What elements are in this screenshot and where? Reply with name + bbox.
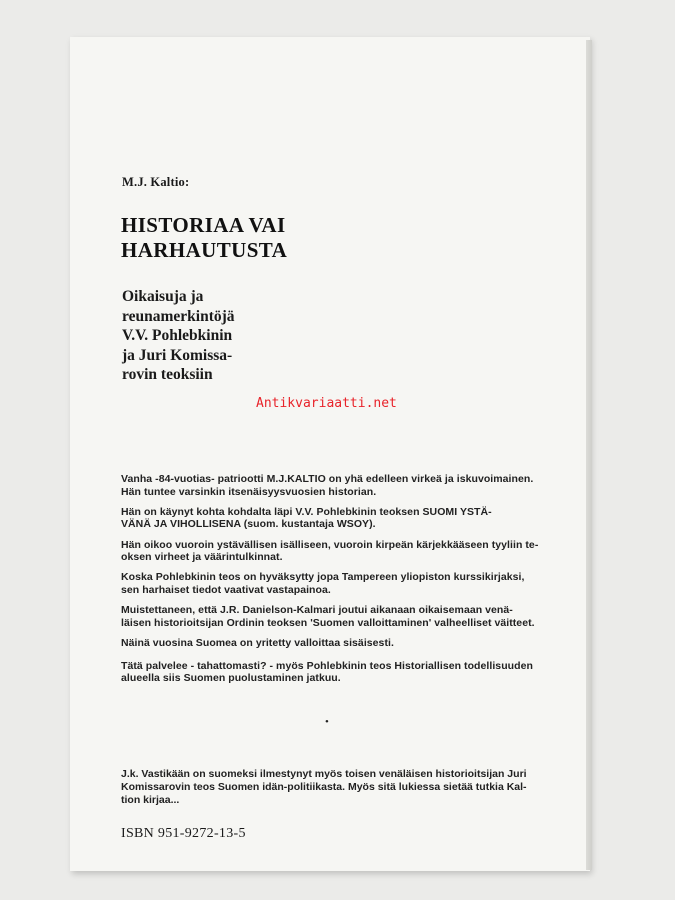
blurb-paragraph (121, 506, 569, 531)
blurb-paragraph (121, 604, 569, 629)
blurb-line: Hän oikoo vuoroin ystävällisen isälliseen, vuoroin kirpeän kärjekkääseen tyyliin te- (121, 538, 539, 551)
footnote (121, 768, 569, 806)
title-line: HARHAUTUSTA (121, 238, 288, 262)
blurb-line: Vanha -84-vuotias- patriootti M.J.KALTIO on yhä edelleen virkeä ja iskuvoimainen. (121, 473, 534, 485)
footnote-line: tion kirjaa... (121, 793, 180, 806)
subtitle-line: reunamerkintöjä (122, 307, 235, 325)
footnote-line: Komissarovin teos Suomen idän-politiikasta. Myös sitä lukiessa sietää tutkia Kal- (121, 780, 527, 793)
watermark-text: Antikvariaatti.net (256, 396, 397, 411)
blurb-paragraph (121, 473, 569, 498)
subtitle-line: V.V. Pohlebkinin (122, 327, 233, 344)
blurb-line: alueella siis Suomen puolustaminen jatkuu. (121, 672, 341, 685)
subtitle-line: ja Juri Komissa- (122, 346, 233, 364)
blurb-line: oksen virheet ja väärintulkinnat. (121, 551, 283, 564)
blurb-line: Muistettaneen, että J.R. Danielson-Kalmari joutui aikanaan oikaisemaan venä- (121, 604, 513, 617)
blurb-line: VÄNÄ JA VIHOLLISENA (suom. kustantaja WSOY). (121, 518, 376, 531)
subtitle-line: Oikaisuja ja (122, 288, 204, 305)
subtitle-line: rovin teoksiin (122, 366, 213, 383)
title-line: HISTORIAA VAI (121, 213, 286, 237)
blurb-line: Hän on käynyt kohta kohdalta läpi V.V. Pohlebkinin teoksen SUOMI YSTÄ- (121, 505, 492, 518)
blurb-line: sen harhaiset tiedot vaativat vastapainoa. (121, 583, 331, 596)
blurb-paragraph (121, 539, 569, 564)
blurb-paragraph (121, 571, 569, 596)
book-page-edge (586, 40, 592, 870)
book-back-cover (70, 37, 590, 871)
book-subtitle (122, 287, 235, 385)
blurb-line: Koska Pohlebkinin teos on hyväksytty jopa Tampereen yliopiston kurssikirjaksi, (121, 571, 525, 584)
blurb-paragraph (121, 660, 569, 685)
blurb-line: läisen historioitsijan Ordinin teoksen 'Suomen valloittaminen' valheelliset väitteet. (121, 616, 535, 629)
author-name: M.J. Kaltio: (122, 175, 190, 189)
blurb (121, 473, 569, 692)
blurb-line: Hän tuntee varsinkin itsenäisyysvuosien historian. (121, 485, 377, 498)
book-title (121, 213, 287, 263)
blurb-line: Näinä vuosina Suomea on yritetty valloittaa sisäisesti. (121, 636, 394, 649)
isbn-number: ISBN 951-9272-13-5 (121, 826, 246, 841)
separator-bullet: • (325, 716, 329, 728)
blurb-line: Tätä palvelee - tahattomasti? - myös Pohlebkinin teos Historiallisen todellisuuden (121, 659, 533, 672)
blurb-paragraph (121, 637, 569, 650)
footnote-line: J.k. Vastikään on suomeksi ilmestynyt myös toisen venäläisen historioitsijan Juri (121, 768, 527, 780)
